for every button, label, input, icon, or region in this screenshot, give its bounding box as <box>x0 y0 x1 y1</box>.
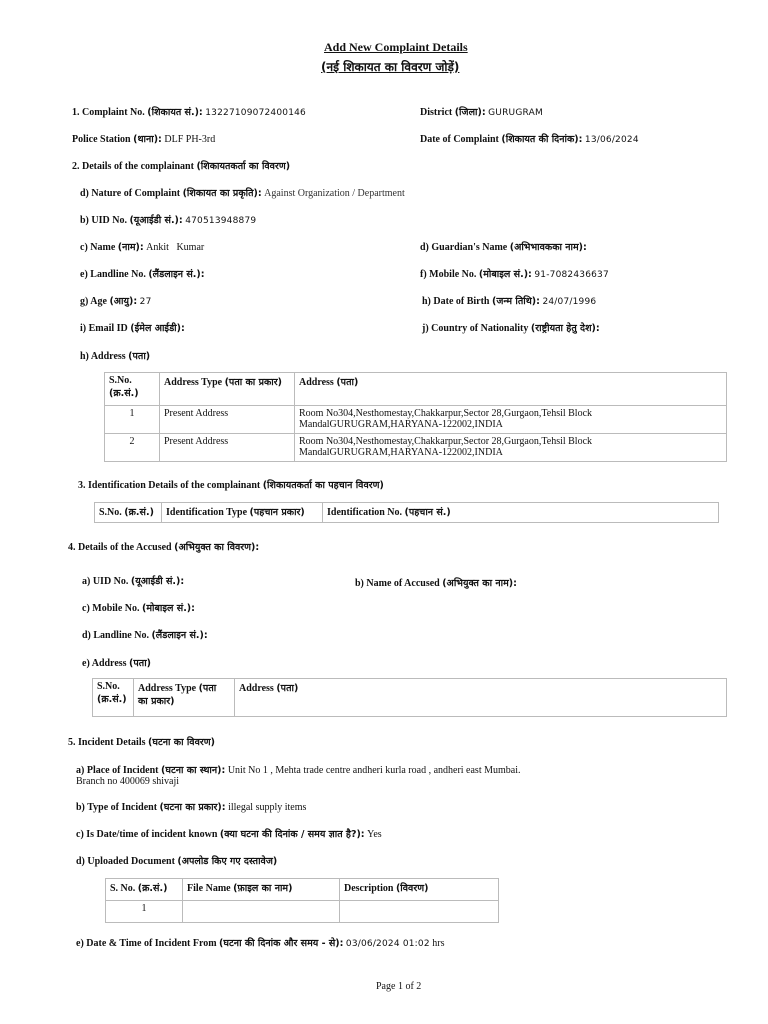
complaint-date-label-hi: (शिकायत की दिनांक): <box>501 134 583 145</box>
complainant-heading-hi: (शिकायतकर्ता का विवरण) <box>196 161 291 172</box>
mobile-label-hi: (मोबाइल सं.): <box>478 269 532 280</box>
table-row <box>105 434 727 462</box>
accused-mobile-label: c) Mobile No. <box>82 603 140 614</box>
col-description-hi: (विवरण) <box>395 883 429 894</box>
row-sno: 1 <box>105 406 160 434</box>
complaint-date-value: 13/06/2024 <box>584 135 639 145</box>
accused-landline-label-hi: (लैंडलाइन सं.): <box>151 630 208 641</box>
incident-heading-hi: (घटना का विवरण) <box>148 737 215 748</box>
row-sno: 1 <box>106 901 183 923</box>
col-id-type-hi: (पहचान प्रकार) <box>249 507 305 518</box>
incident-heading <box>68 735 215 748</box>
police-station-value: DLF PH-3rd <box>164 134 216 145</box>
col-sno-en: S. No. <box>110 883 136 894</box>
accused-name-row <box>355 576 517 589</box>
page-title: Add New Complaint Details <box>324 40 468 54</box>
col-sno-hi: (क्र.सं.) <box>97 694 127 705</box>
col-sno <box>106 879 183 901</box>
table-header-row <box>105 373 727 406</box>
landline-row <box>80 267 205 280</box>
dob-row <box>422 294 596 307</box>
col-file-name <box>183 879 340 901</box>
incident-place-row <box>76 763 521 776</box>
dob-value: 24/07/1996 <box>542 297 597 307</box>
age-value: 27 <box>139 297 152 307</box>
col-address-type-en: Address Type <box>138 683 197 694</box>
country-row <box>422 321 600 334</box>
incident-known-value: Yes <box>367 829 382 840</box>
age-label-hi: (आयु): <box>109 296 138 307</box>
col-address-type-hi1: (पता <box>198 683 217 694</box>
row-address-line2: MandalGURUGRAM,HARYANA-122002,INDIA <box>299 419 503 430</box>
accused-mobile-label-hi: (मोबाइल सं.): <box>142 603 195 614</box>
col-address-en: Address <box>299 377 334 388</box>
row-type: Present Address <box>160 434 295 462</box>
complaint-no-row <box>72 105 306 118</box>
address-label: h) Address <box>80 351 126 362</box>
accused-landline-label: d) Landline No. <box>82 630 149 641</box>
name-value: Ankit Kumar <box>146 242 205 253</box>
col-id-type-en: Identification Type <box>166 507 248 518</box>
name-label-hi: (नाम): <box>117 242 144 253</box>
col-sno <box>93 679 134 717</box>
col-address-type <box>160 373 295 406</box>
accused-uid-row <box>82 574 184 587</box>
nature-value: Against Organization / Department <box>264 188 405 199</box>
age-row <box>80 294 152 307</box>
col-sno <box>95 503 162 523</box>
col-file-name-en: File Name <box>187 883 231 894</box>
dob-label-hi: (जन्म तिथि): <box>492 296 540 307</box>
col-sno-en: S.No. <box>97 681 120 692</box>
guardian-row <box>420 240 587 253</box>
col-address <box>295 373 727 406</box>
mobile-label: f) Mobile No. <box>420 269 477 280</box>
table-header-row <box>106 879 499 901</box>
incident-type-row <box>76 800 306 813</box>
table-row <box>105 406 727 434</box>
row-file-name[interactable] <box>183 901 340 923</box>
incident-place-value: Unit No 1 , Mehta trade centre andheri kurla road , andheri east Mumbai. <box>227 765 521 776</box>
table-header-row <box>93 679 727 717</box>
complainant-heading <box>72 159 290 172</box>
col-sno-en: S.No. <box>109 375 132 386</box>
complaint-no-value: 13227109072400146 <box>205 108 306 118</box>
col-address-hi: (पता) <box>336 377 359 388</box>
accused-heading <box>68 540 259 553</box>
col-address-en: Address <box>239 683 274 694</box>
accused-uid-label-hi: (यूआईडी सं.): <box>130 576 185 587</box>
address-label-hi: (पता) <box>128 351 151 362</box>
accused-landline-row <box>82 628 208 641</box>
col-sno-hi: (क्र.सं.) <box>137 883 168 894</box>
col-id-no-en: Identification No. <box>327 507 402 518</box>
row-address <box>295 406 727 434</box>
row-type: Present Address <box>160 406 295 434</box>
identification-heading <box>78 478 384 491</box>
accused-address-label-hi: (पता) <box>129 658 152 669</box>
incident-from-row <box>76 936 445 949</box>
guardian-label-hi: (अभिभावकका नाम): <box>509 242 587 253</box>
complaint-no-label: 1. Complaint No. <box>72 107 145 118</box>
mobile-value: 91-7082436637 <box>534 270 609 280</box>
accused-name-label-hi: (अभियुक्त का नाम): <box>442 578 517 589</box>
incident-place-value-line2: Branch no 400069 shivaji <box>76 776 180 787</box>
col-address-type-hi: (पता का प्रकार) <box>224 377 282 388</box>
col-address-hi: (पता) <box>276 683 299 694</box>
accused-mobile-row <box>82 601 195 614</box>
accused-address-table <box>92 678 727 717</box>
row-address-line1: Room No304,Nesthomestay,Chakkarpur,Sector 28,Gurgaon,Tehsil Block <box>299 408 593 419</box>
col-sno <box>105 373 160 406</box>
mobile-row <box>420 267 609 280</box>
landline-label: e) Landline No. <box>80 269 146 280</box>
incident-from-label-hi: (घटना की दिनांक और समय - से): <box>219 938 344 949</box>
country-label-hi: (राष्ट्रीयता हेतु देश): <box>530 323 600 334</box>
uploaded-docs-label: d) Uploaded Document <box>76 856 175 867</box>
accused-uid-label: a) UID No. <box>82 576 129 587</box>
uid-label-hi: (यूआईडी सं.): <box>129 215 183 226</box>
incident-known-row <box>76 827 382 840</box>
col-address <box>235 679 727 717</box>
col-description <box>340 879 499 901</box>
district-label-hi: (जिला): <box>454 107 486 118</box>
identification-table <box>94 502 719 523</box>
name-row <box>80 240 204 253</box>
address-heading <box>80 349 150 362</box>
police-station-label: Police Station <box>72 134 131 145</box>
accused-address-heading <box>82 656 151 669</box>
incident-from-unit: hrs <box>432 938 445 949</box>
uploaded-docs-label-hi: (अपलोड किए गए दस्तावेज) <box>177 856 278 867</box>
incident-known-label-hi: (क्या घटना की दिनांक / समय ज्ञात है?): <box>219 829 365 840</box>
district-row <box>420 105 543 118</box>
dob-label: h) Date of Birth <box>422 296 490 307</box>
col-sno-hi: (क्र.सं.) <box>109 388 139 399</box>
incident-type-label-hi: (घटना का प्रकार): <box>159 802 226 813</box>
col-address-type <box>134 679 235 717</box>
age-label: g) Age <box>80 296 107 307</box>
name-label: c) Name <box>80 242 116 253</box>
complainant-heading-text: 2. Details of the complainant <box>72 161 194 172</box>
col-address-type-hi2: का प्रकार) <box>138 696 175 707</box>
accused-heading-text: 4. Details of the Accused <box>68 542 172 553</box>
email-label-hi: (ईमेल आईडी): <box>130 323 185 334</box>
row-description <box>340 901 499 923</box>
incident-place-label: a) Place of Incident <box>76 765 159 776</box>
incident-type-value: illegal supply items <box>228 802 307 813</box>
page-title-hindi: (नई शिकायत का विवरण जोड़ें) <box>321 60 460 74</box>
uid-row <box>80 213 256 226</box>
district-value: GURUGRAM <box>488 108 543 118</box>
uploaded-docs-table <box>105 878 499 923</box>
complaint-no-label-hi: (शिकायत सं.): <box>147 107 203 118</box>
incident-from-value: 03/06/2024 01:02 <box>345 939 430 949</box>
identification-heading-hi: (शिकायतकर्ता का पहचान विवरण) <box>262 480 384 491</box>
incident-known-label: c) Is Date/time of incident known <box>76 829 218 840</box>
complainant-address-table <box>104 372 727 462</box>
incident-type-label: b) Type of Incident <box>76 802 158 813</box>
col-description-en: Description <box>344 883 394 894</box>
col-id-type <box>162 503 323 523</box>
accused-heading-hi: (अभियुक्त का विवरण): <box>174 542 260 553</box>
incident-heading-text: 5. Incident Details <box>68 737 146 748</box>
row-address-line1: Room No304,Nesthomestay,Chakkarpur,Sector 28,Gurgaon,Tehsil Block <box>299 436 593 447</box>
col-id-no <box>323 503 719 523</box>
col-sno-en: S.No. <box>99 507 122 518</box>
row-address-line2: MandalGURUGRAM,HARYANA-122002,INDIA <box>299 447 503 458</box>
email-label: i) Email ID <box>80 323 128 334</box>
row-address <box>295 434 727 462</box>
uid-value: 470513948879 <box>185 216 257 226</box>
email-row <box>80 321 185 334</box>
table-row <box>106 901 499 923</box>
accused-address-label: e) Address <box>82 658 127 669</box>
col-address-type-en: Address Type <box>164 377 223 388</box>
table-header-row <box>95 503 719 523</box>
incident-place-label-hi: (घटना का स्थान): <box>161 765 226 776</box>
uid-label: b) UID No. <box>80 215 127 226</box>
landline-label-hi: (लैंडलाइन सं.): <box>148 269 205 280</box>
guardian-label: d) Guardian's Name <box>420 242 508 253</box>
nature-label: d) Nature of Complaint <box>80 188 181 199</box>
uploaded-docs-heading <box>76 854 277 867</box>
nature-label-hi: (शिकायत का प्रकृति): <box>182 188 262 199</box>
nature-row <box>80 186 405 199</box>
col-sno-hi: (क्र.सं.) <box>124 507 154 518</box>
complaint-date-row <box>420 132 639 145</box>
police-station-label-hi: (थाना): <box>133 134 162 145</box>
accused-name-label: b) Name of Accused <box>355 578 440 589</box>
identification-heading-text: 3. Identification Details of the complainant <box>78 480 261 491</box>
district-label: District <box>420 107 453 118</box>
incident-from-label: e) Date & Time of Incident From <box>76 938 217 949</box>
country-label: j) Country of Nationality <box>422 323 529 334</box>
complaint-date-label: Date of Complaint <box>420 134 499 145</box>
page-number: Page 1 of 2 <box>376 981 422 992</box>
col-id-no-hi: (पहचान सं.) <box>404 507 451 518</box>
col-file-name-hi: (फ़ाइल का नाम) <box>233 883 293 894</box>
row-sno: 2 <box>105 434 160 462</box>
police-station-row <box>72 132 215 145</box>
